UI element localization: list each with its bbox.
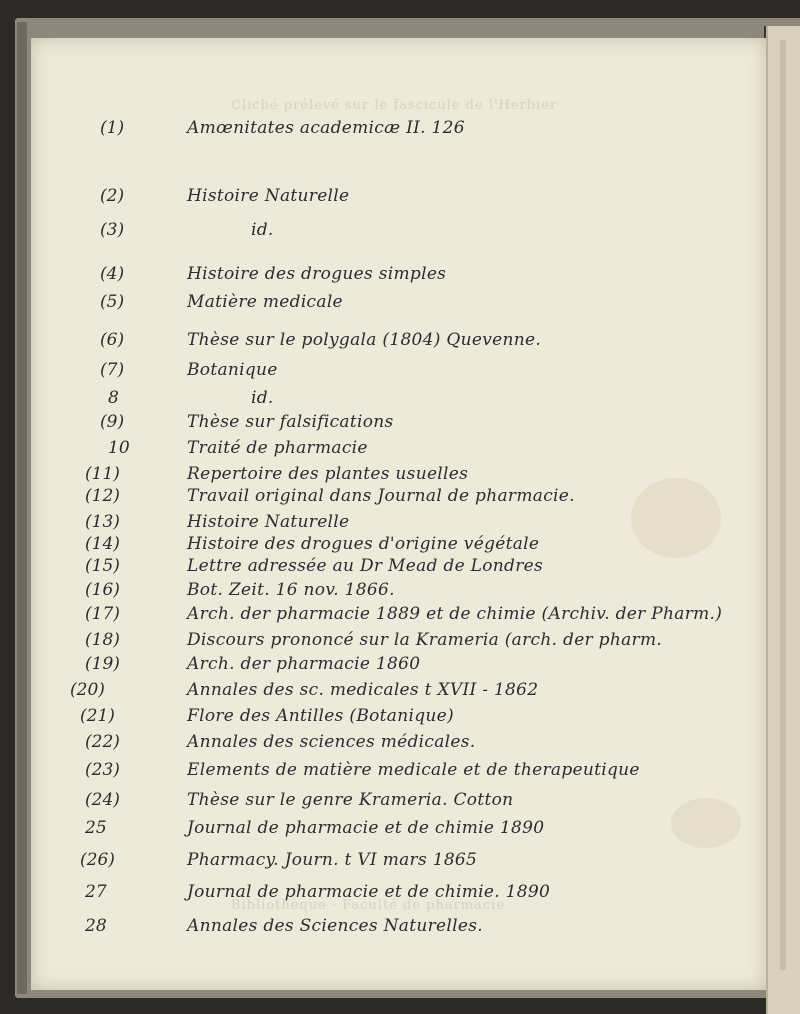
entry-text: Annales des sc. medicales t XVII - 1862: [187, 680, 539, 700]
entry-text: Histoire Naturelle: [187, 186, 350, 206]
entry-text: Thèse sur le polygala (1804) Quevenne.: [187, 330, 542, 350]
list-item: [31, 850, 766, 876]
entry-text: Repertoire des plantes usuelles: [187, 464, 469, 484]
entry-text: Travail original dans Journal de pharmacie.: [187, 486, 575, 506]
entry-number: (6): [100, 330, 125, 350]
notebook-page: [31, 38, 766, 990]
entry-text: Bot. Zeit. 16 nov. 1866.: [187, 580, 395, 600]
entry-number: (16): [85, 580, 120, 600]
entry-text: Annales des Sciences Naturelles.: [187, 916, 483, 936]
entry-text: Arch. der pharmacie 1860: [187, 654, 421, 674]
entry-number: (1): [100, 118, 125, 138]
entry-number: (3): [100, 220, 125, 240]
entry-number: 28: [85, 916, 107, 936]
entry-number: (22): [85, 732, 120, 752]
entry-number: 25: [85, 818, 107, 838]
binding-strip: [780, 40, 786, 970]
list-item: [31, 292, 766, 318]
list-item: [31, 486, 766, 512]
list-item: [31, 882, 766, 908]
entry-text: Histoire Naturelle: [187, 512, 350, 532]
entry-text: Matière medicale: [187, 292, 343, 312]
list-item: [31, 604, 766, 630]
list-item: [31, 412, 766, 438]
entry-number: 8: [108, 388, 119, 408]
entry-number: (17): [85, 604, 120, 624]
list-item: [31, 818, 766, 844]
entry-number: (12): [85, 486, 120, 506]
list-item: [31, 580, 766, 606]
entry-number: (24): [85, 790, 120, 810]
entry-number: 27: [85, 882, 107, 902]
entry-text: Thèse sur le genre Krameria. Cotton: [187, 790, 514, 810]
entry-number: (11): [85, 464, 120, 484]
entry-text: Arch. der pharmacie 1889 et de chimie (Archiv. der Pharm.): [187, 604, 723, 624]
entry-text: Journal de pharmacie et de chimie. 1890: [187, 882, 551, 902]
entry-text: id.: [251, 220, 274, 240]
entry-number: (19): [85, 654, 120, 674]
entry-text: Amœnitates academicæ II. 126: [187, 118, 465, 138]
entry-number: (21): [80, 706, 115, 726]
list-item: [31, 264, 766, 290]
entry-number: (4): [100, 264, 125, 284]
entry-number: (15): [85, 556, 120, 576]
list-item: [31, 760, 766, 786]
list-item: [31, 220, 766, 246]
list-item: [31, 706, 766, 732]
bleed-through-text: Bibliothèque · Faculté de pharmacie: [231, 898, 506, 913]
entry-text: id.: [251, 388, 274, 408]
list-item: [31, 654, 766, 680]
entry-number: (18): [85, 630, 120, 650]
entry-text: Flore des Antilles (Botanique): [187, 706, 454, 726]
entry-number: (13): [85, 512, 120, 532]
entry-text: Thèse sur falsifications: [187, 412, 394, 432]
entry-text: Annales des sciences médicales.: [187, 732, 476, 752]
entry-number: (5): [100, 292, 125, 312]
entry-text: Elements de matière medicale et de therapeutique: [187, 760, 640, 780]
entry-number: 10: [108, 438, 130, 458]
list-item: [31, 680, 766, 706]
entry-text: Pharmacy. Journ. t VI mars 1865: [187, 850, 478, 870]
bleed-through-text: Cliché prélevé sur le fascicule de l'Herbier: [231, 98, 558, 113]
entry-number: (20): [70, 680, 105, 700]
entry-text: Journal de pharmacie et de chimie 1890: [187, 818, 545, 838]
entry-text: Botanique: [187, 360, 278, 380]
list-item: [31, 556, 766, 582]
cover-edge: [17, 22, 27, 994]
entry-number: (9): [100, 412, 125, 432]
entry-number: (23): [85, 760, 120, 780]
list-item: [31, 630, 766, 656]
list-item: [31, 790, 766, 816]
entry-number: (26): [80, 850, 115, 870]
entry-text: Lettre adressée au Dr Mead de Londres: [187, 556, 544, 576]
list-item: [31, 360, 766, 386]
list-item: [31, 438, 766, 464]
list-item: [31, 388, 766, 414]
list-item: [31, 118, 766, 144]
entry-number: (7): [100, 360, 125, 380]
list-item: [31, 186, 766, 212]
entry-text: Histoire des drogues simples: [187, 264, 447, 284]
entry-number: (14): [85, 534, 120, 554]
entry-text: Histoire des drogues d'origine végétale: [187, 534, 540, 554]
entry-number: (2): [100, 186, 125, 206]
entry-text: Discours prononcé sur la Krameria (arch. der pharm.: [187, 630, 663, 650]
list-item: [31, 330, 766, 356]
list-item: [31, 916, 766, 942]
entry-text: Traité de pharmacie: [187, 438, 368, 458]
list-item: [31, 732, 766, 758]
